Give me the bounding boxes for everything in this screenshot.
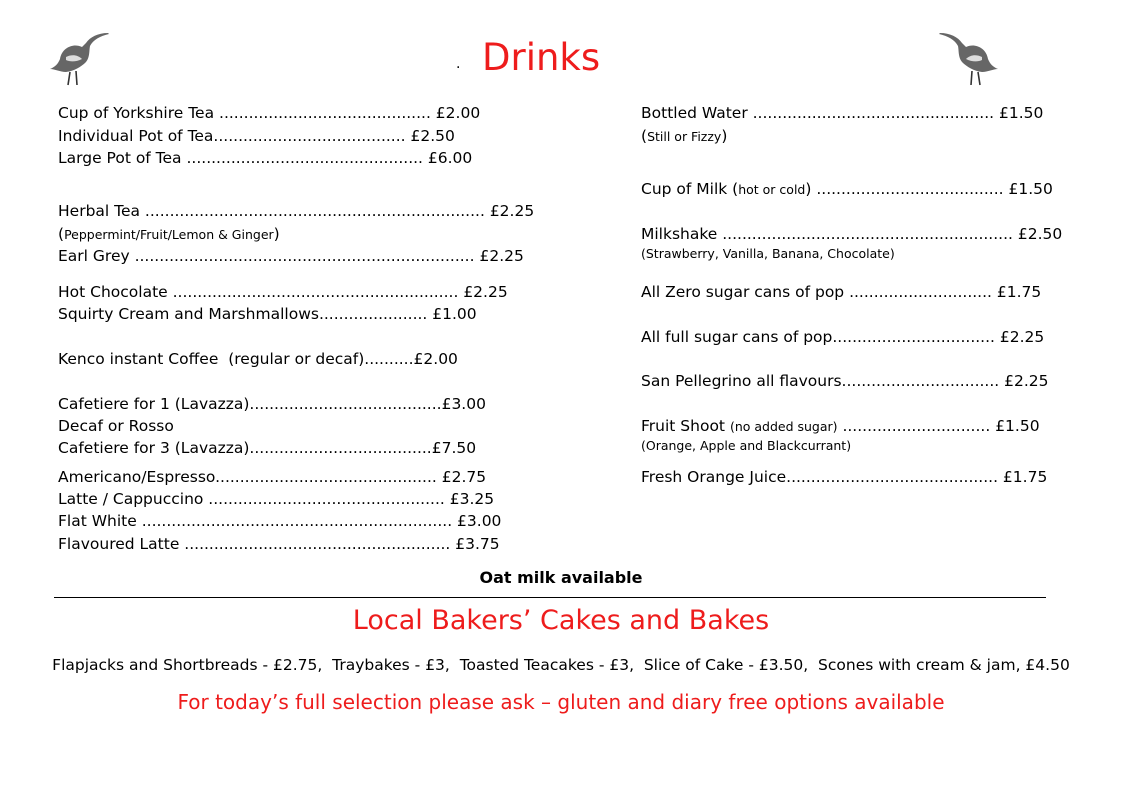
herbal-tea-note bbox=[58, 225, 280, 244]
still-fizzy-close: ) bbox=[721, 127, 728, 145]
bottled-water-note bbox=[641, 127, 727, 146]
fruit-shoot-price: .............................. £1.50 bbox=[837, 417, 1040, 435]
still-fizzy-open: ( bbox=[641, 127, 648, 145]
menu-item-large-pot: Large Pot of Tea ................................................ £6.00 bbox=[58, 149, 473, 167]
herbal-note-close: ) bbox=[273, 225, 280, 243]
milk-options: hot or cold bbox=[738, 182, 806, 197]
menu-item-cafetiere-3: Cafetiere for 3 (Lavazza).....................................£7.50 bbox=[58, 439, 477, 457]
menu-item-squirty-cream: Squirty Cream and Marshmallows...................... £1.00 bbox=[58, 305, 477, 323]
menu-item-full-sugar: All full sugar cans of pop................................. £2.25 bbox=[641, 328, 1045, 346]
cakes-title: Local Bakers’ Cakes and Bakes bbox=[352, 605, 770, 636]
milk-price: ) ...................................... £1.50 bbox=[805, 180, 1053, 198]
menu-item-zero-sugar: All Zero sugar cans of pop ............................. £1.75 bbox=[641, 283, 1042, 301]
title-dot: . bbox=[456, 56, 461, 72]
milkshake-note: (Strawberry, Vanilla, Banana, Chocolate) bbox=[641, 246, 895, 261]
menu-item-earl-grey: Earl Grey ..................................................................... £2.25 bbox=[58, 247, 524, 265]
menu-item-flavoured-latte: Flavoured Latte ...................................................... £3.75 bbox=[58, 535, 500, 553]
menu-item-bottled-water: Bottled Water ................................................. £1.50 bbox=[641, 104, 1044, 122]
page-title: Drinks bbox=[482, 36, 601, 79]
menu-item-orange-juice: Fresh Orange Juice........................................... £1.75 bbox=[641, 468, 1048, 486]
menu-item-yorkshire-tea: Cup of Yorkshire Tea ........................................... £2.00 bbox=[58, 104, 481, 122]
menu-item-latte: Latte / Cappuccino ................................................ £3.25 bbox=[58, 490, 495, 508]
selection-notice: For today’s full selection please ask – gluten and diary free options available bbox=[177, 690, 945, 714]
menu-item-san-pellegrino: San Pellegrino all flavours................................ £2.25 bbox=[641, 372, 1049, 390]
divider bbox=[54, 597, 1046, 598]
oat-milk-notice: Oat milk available bbox=[479, 568, 643, 587]
fruit-shoot-label: Fruit Shoot bbox=[641, 417, 730, 435]
herbal-note-open: ( bbox=[58, 225, 65, 243]
fruit-shoot-note: (Orange, Apple and Blackcurrant) bbox=[641, 438, 852, 453]
menu-item-herbal-tea: Herbal Tea ..................................................................... £2.25 bbox=[58, 202, 535, 220]
menu-item-flat-white: Flat White ............................................................... £3.00 bbox=[58, 512, 502, 530]
menu-item-pot-of-tea: Individual Pot of Tea....................................... £2.50 bbox=[58, 127, 455, 145]
fruit-shoot-sugar: (no added sugar) bbox=[729, 419, 838, 434]
milk-label: Cup of Milk ( bbox=[641, 180, 739, 198]
menu-item-decaf-rosso: Decaf or Rosso bbox=[58, 417, 174, 435]
menu-item-cup-of-milk bbox=[641, 180, 1053, 199]
menu-item-kenco: Kenco instant Coffee (regular or decaf)..........£2.00 bbox=[58, 350, 458, 368]
menu-item-cafetiere-1: Cafetiere for 1 (Lavazza).......................................£3.00 bbox=[58, 395, 486, 413]
menu-item-americano: Americano/Espresso............................................. £2.75 bbox=[58, 468, 487, 486]
menu-item-fruit-shoot bbox=[641, 417, 1040, 436]
menu-item-hot-chocolate: Hot Chocolate .......................................................... £2.25 bbox=[58, 283, 508, 301]
cakes-list: Flapjacks and Shortbreads - £2.75, Traybakes - £3, Toasted Teacakes - £3, Slice of Cake - £3.50, Scones with cream & jam, £4.50 bbox=[52, 656, 1070, 674]
curlew-bird-icon bbox=[938, 27, 1002, 87]
menu-item-milkshake: Milkshake ........................................................... £2.50 bbox=[641, 225, 1063, 243]
curlew-bird-icon bbox=[46, 27, 110, 87]
still-fizzy-text: Still or Fizzy bbox=[647, 129, 722, 144]
herbal-note-text: Peppermint/Fruit/Lemon & Ginger bbox=[64, 227, 274, 242]
